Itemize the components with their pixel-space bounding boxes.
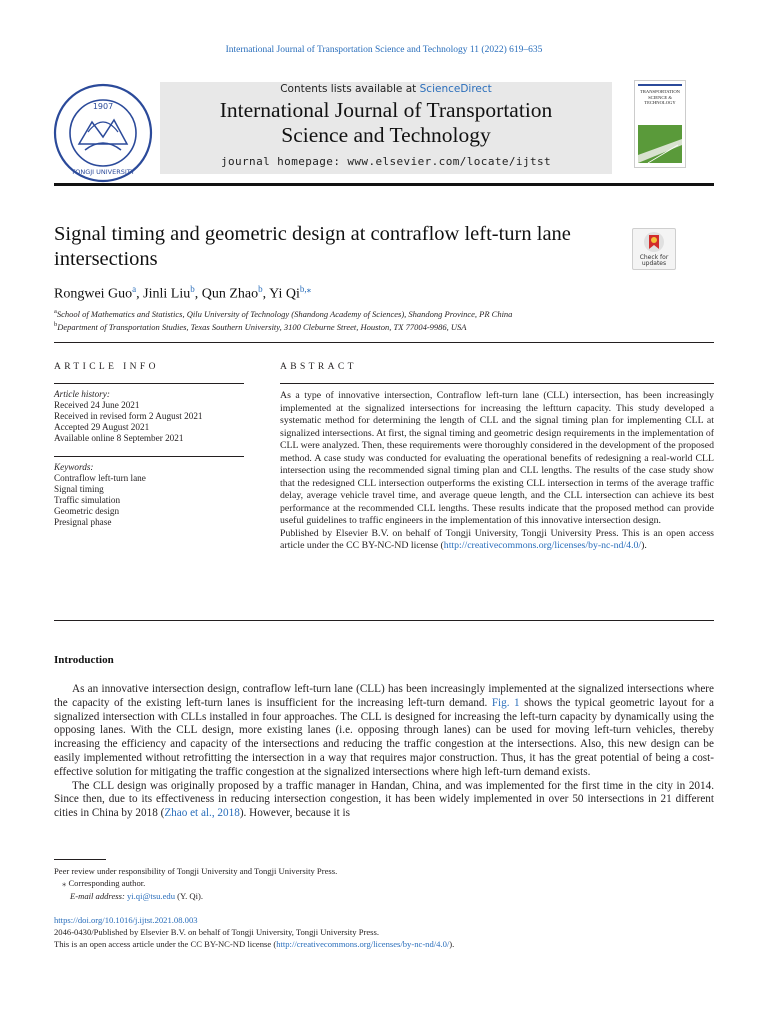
article-title-line1: Signal timing and geometric design at contraflow left-turn lane — [54, 223, 571, 245]
citation-link[interactable]: Zhao et al., 2018 — [164, 807, 240, 820]
keyword-item: Presignal phase — [54, 517, 112, 527]
footnote-rule — [54, 859, 106, 860]
affiliation-text: Department of Transportation Studies, Texas Southern University, 3100 Cleburne Street, Houston, TX 77004-9986, USA — [57, 321, 467, 332]
license-close: ). — [641, 540, 647, 551]
running-head[interactable]: International Journal of Transportation Science and Technology 11 (2022) 619–635 — [225, 45, 543, 55]
affiliation-marker: b — [54, 321, 58, 328]
email-note — [70, 891, 203, 902]
author-separator: , — [194, 286, 202, 302]
abstract-bottom-rule — [54, 620, 714, 621]
abstract-body — [280, 390, 714, 553]
check-updates-line1: Check for — [639, 254, 669, 261]
cover-road-icon — [638, 125, 682, 163]
author-name: Yi Qi — [269, 286, 300, 302]
email-name: (Y. Qi). — [175, 891, 204, 901]
cover-image — [638, 125, 682, 163]
keyword-item: Signal timing — [54, 484, 104, 494]
seal-year: 1907 — [92, 102, 114, 111]
history-item: Received in revised form 2 August 2021 — [54, 411, 203, 421]
author-name: Rongwei Guo — [54, 286, 133, 302]
abstract-license — [280, 528, 714, 553]
keywords-rule — [54, 456, 244, 457]
history-item: Available online 8 September 2021 — [54, 433, 184, 443]
author-list — [54, 284, 311, 303]
license-text: Published by Elsevier B.V. on behalf of Tongji University, Tongji University Press. This is an open access article under the CC BY-NC-ND license ( — [280, 527, 714, 551]
history-item: Received 24 June 2021 — [54, 400, 140, 410]
affiliation-text: School of Mathematics and Statistics, Qilu University of Technology (Shandong Academy of Sciences), Shandong Province, PR China — [56, 308, 513, 319]
paragraph-text: As an innovative intersection design, contraflow left-turn lane (CLL) has been increasingly implemented at the signalized intersections where the capacity of the existing left-turn lanes is insufficient for the increasing left-turn demand. — [54, 683, 714, 709]
introduction-body — [54, 683, 714, 821]
doi-text[interactable]: https://doi.org/10.1016/j.ijtst.2021.08.003 — [54, 915, 198, 925]
journal-banner — [160, 82, 612, 174]
journal-title-line2: Science and Technology — [281, 123, 491, 147]
license-link[interactable]: http://creativecommons.org/licenses/by-nc-nd/4.0/ — [443, 540, 642, 551]
cover-title-line1: TRANSPORTATION — [640, 89, 680, 94]
corresponding-mark: ⁎ — [62, 878, 67, 888]
oa-license-link[interactable]: http://creativecommons.org/licenses/by-nc-nd/4.0/ — [276, 939, 450, 949]
check-for-updates-badge[interactable] — [632, 228, 676, 270]
email-label: E-mail address: — [70, 891, 127, 901]
author-affil-link[interactable]: b,⁎ — [299, 284, 312, 294]
author-affil-link[interactable]: b — [258, 284, 263, 294]
contents-prefix: Contents lists available at — [280, 83, 420, 95]
cover-title — [635, 89, 685, 106]
keywords-label: Keywords: — [54, 462, 94, 472]
author-name: Jinli Liu — [143, 286, 191, 302]
affiliation-rule — [54, 342, 714, 343]
history-item: Accepted 29 August 2021 — [54, 422, 150, 432]
history-label: Article history: — [54, 389, 110, 399]
open-access-line — [54, 939, 454, 950]
keywords-list — [54, 462, 244, 528]
oa-close: ). — [449, 939, 455, 949]
keyword-item: Geometric design — [54, 506, 120, 516]
issn-line: 2046-0430/Published by Elsevier B.V. on behalf of Tongji University, Tongji University Press. — [54, 927, 380, 937]
cover-topbar — [638, 84, 682, 86]
keyword-item: Traffic simulation — [54, 495, 121, 505]
author-name: Qun Zhao — [201, 286, 259, 302]
university-seal-icon — [52, 82, 154, 184]
affiliation-a — [54, 308, 512, 319]
check-updates-icon — [643, 231, 665, 253]
journal-cover-thumbnail[interactable] — [634, 80, 686, 168]
affiliation-marker: a — [54, 308, 57, 315]
author-separator: , — [262, 286, 270, 302]
author-affil-link[interactable]: b — [190, 284, 195, 294]
article-title-line2: intersections — [54, 248, 158, 270]
abstract-heading: ABSTRACT — [280, 362, 357, 372]
author-affil-link[interactable]: a — [132, 284, 137, 294]
article-info-rule — [54, 383, 244, 384]
sciencedirect-link[interactable]: ScienceDirect — [419, 83, 492, 95]
corresponding-text: Corresponding author. — [68, 878, 146, 888]
paragraph-text: The CLL design was originally proposed by a traffic manager in Handan, China, and was implemented for the first time in the city in 2014. Since then, due to its effectiveness in reducing intersection congestion, it has been widely implemented in over 50 intersections in 21 different cities in China by 2018 ( — [54, 779, 714, 820]
abstract-text: As a type of innovative intersection, Contraflow left-turn lane (CLL) intersection, has been increasingly implemented at the signalized intersections for increasing the leftturn capacity. This study developed a systematic method for determining the length of CLL and the signal timing plan for implementing CLL at signalized intersections. At first, the signal timing and geometric design requirements in the implementation of CLL were analyzed. Then, these requirements were thoroughly considered in the development of the proposed method. A case study was conducted for evaluating the operational benefits of redesigning a real-world CLL intersection using the recommended signal timing plan and CLL lengths. The results of the case study show that the redesigned CLL intersection outperforms the existing CLL intersection in terms of the average traffic delay, average vehicle travel time, and average queue length, and the CLL intersection can achieve its best performance at the recommended CLL lengths. These results indicate that the proposed method can provide useful guidelines to traffic engineers in the implementation of this innovative intersection design. — [280, 390, 714, 526]
introduction-heading: Introduction — [54, 654, 114, 666]
paragraph-text: ). However, because it is — [239, 807, 350, 820]
header-rule — [54, 183, 714, 186]
oa-text: This is an open access article under the CC BY-NC-ND license ( — [54, 939, 277, 949]
doi-link[interactable] — [54, 915, 198, 926]
cover-title-line3: TECHNOLOGY — [644, 100, 676, 105]
paragraph-text: shows the typical geometric layout for a signalized intersection with CLLs installed in four approaches. The CLL is designed for increasing the left-turn capacity by dynamically using the opposing lanes. With the CLL design, more existing lanes (i.e. opposing through lanes) can be used for moving left-turn vehicles, thereby increasing the efficiency and capacity of the intersections and reducing the traffic congestion at the intersections. Also, this new design can be easily implemented without retrofitting the intersection in a way that requires major construction. Thus, it has the great potential of being a cost-effective solution for mitigating the traffic congestion at the signalized intersections where high left-turn demand exists. — [54, 696, 714, 778]
affiliation-b — [54, 321, 467, 332]
email-link[interactable]: yi.qi@tsu.edu — [126, 891, 175, 901]
contents-line — [160, 82, 612, 97]
tongji-university-logo — [52, 82, 154, 184]
intro-paragraph-1 — [54, 683, 714, 780]
article-info-heading: ARTICLE INFO — [54, 362, 159, 372]
article-title — [54, 222, 624, 272]
keyword-item: Contraflow left-turn lane — [54, 473, 146, 483]
journal-homepage[interactable]: journal homepage: www.elsevier.com/locate/ijtst — [220, 155, 552, 168]
abstract-rule — [280, 383, 714, 384]
author-separator: , — [136, 286, 144, 302]
cover-title-line2: SCIENCE & — [648, 94, 672, 100]
figure-1-link[interactable]: Fig. 1 — [491, 696, 520, 709]
intro-paragraph-2 — [54, 780, 714, 821]
corresponding-note — [62, 878, 145, 889]
seal-text: TONGJI UNIVERSITY — [71, 168, 135, 176]
peer-review-note: Peer review under responsibility of Tongji University and Tongji University Press. — [54, 866, 338, 876]
article-history — [54, 389, 244, 444]
check-updates-line2: updates — [641, 260, 667, 267]
journal-title-line1: International Journal of Transportation — [219, 98, 553, 122]
